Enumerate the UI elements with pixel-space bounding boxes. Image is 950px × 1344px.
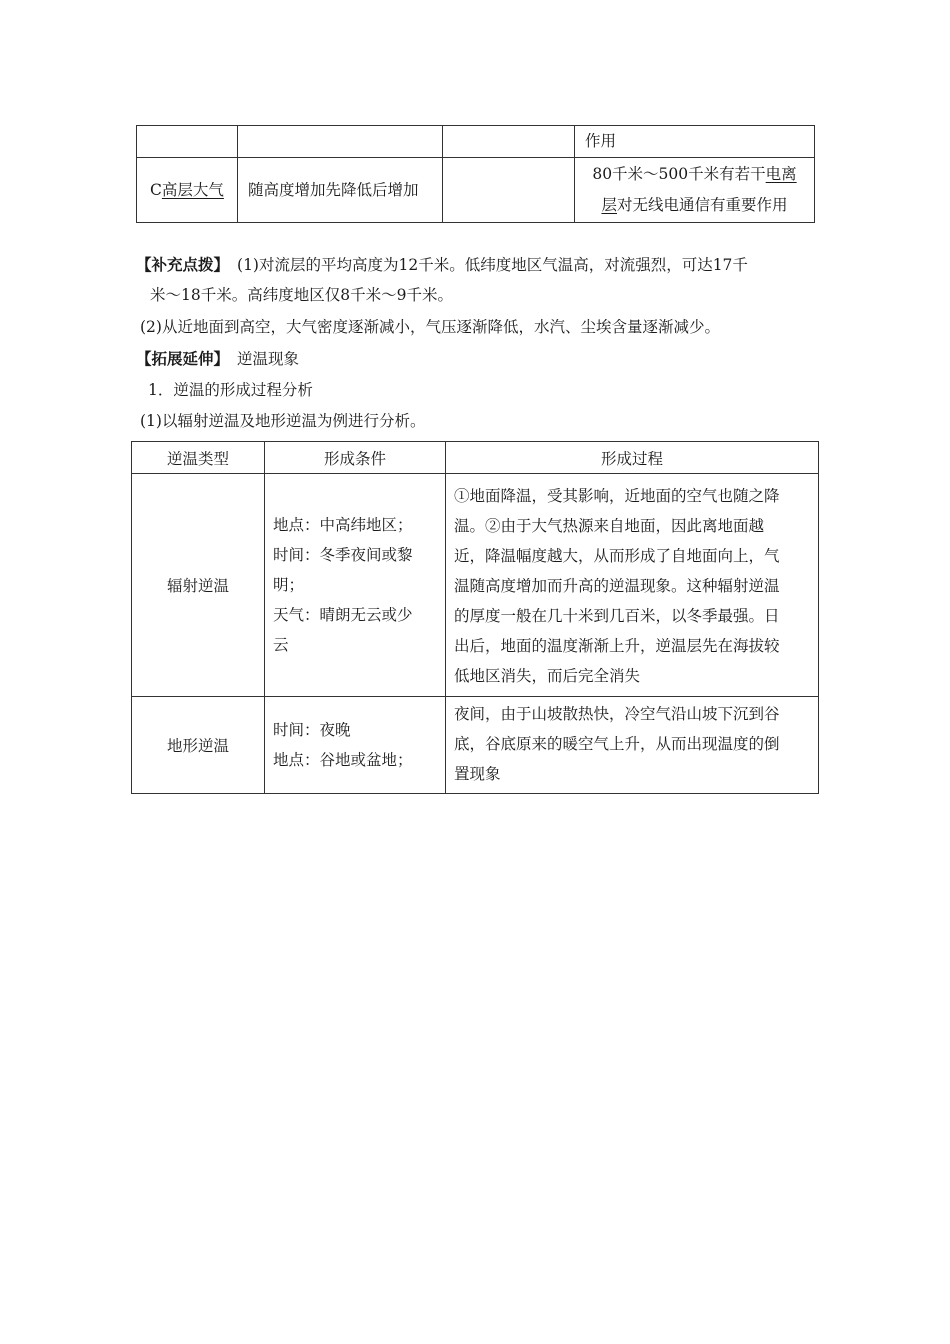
- inversion-type-cell: 辐射逆温: [132, 474, 265, 697]
- table-cell: [238, 126, 443, 158]
- condition-line: 明；: [273, 576, 305, 594]
- feature-cell: [575, 158, 815, 223]
- extension-title: 逆温现象: [237, 350, 300, 368]
- table-cell: [137, 126, 238, 158]
- process-line: 低地区消失，而后完全消失: [454, 667, 641, 685]
- table-cell: [443, 158, 575, 223]
- layer-name-cell: [137, 158, 238, 223]
- temperature-change-text: 随高度增加先降低后增加: [248, 180, 419, 199]
- supplement-text: (1)对流层的平均高度为12千米。低纬度地区气温高，对流强烈，可达17千: [237, 256, 748, 274]
- column-header: 逆温类型: [132, 442, 265, 474]
- feature-text: 对无线电通信有重要作用: [617, 196, 788, 214]
- section-item: 1．逆温的形成过程分析: [148, 381, 313, 399]
- table-cell: [443, 126, 575, 158]
- condition-line: 地点：谷地或盆地；: [273, 751, 413, 769]
- column-header: 形成条件: [265, 442, 446, 474]
- condition-line: 时间：夜晚: [273, 721, 351, 739]
- feature-text: 80千米～500千米有若干: [592, 165, 766, 183]
- cell-text: 作用: [585, 132, 617, 150]
- process-cell: [446, 697, 819, 794]
- extension-label: 【拓展延伸】: [136, 349, 230, 368]
- temperature-change-cell: [238, 158, 443, 223]
- process-line: 近，降温幅度越大，从而形成了自地面向上，气: [454, 547, 780, 565]
- process-line: ①地面降温，受其影响，近地面的空气也随之降: [454, 487, 780, 505]
- supplement-line-1: [136, 249, 748, 281]
- layer-letter: C: [150, 180, 162, 199]
- table-header-row: [132, 442, 819, 474]
- table-row: [137, 158, 815, 223]
- process-line: 出后，地面的温度渐渐上升，逆温层先在海拔较: [454, 637, 780, 655]
- column-header: 形成过程: [446, 442, 819, 474]
- extension-heading: [136, 343, 299, 375]
- table-row: [132, 697, 819, 794]
- process-line: 底，谷底原来的暖空气上升，从而出现温度的倒: [454, 735, 780, 753]
- conditions-cell: [265, 697, 446, 794]
- section-subitem: (1)以辐射逆温及地形逆温为例进行分析。: [140, 412, 426, 430]
- process-line: 的厚度一般在几十米到几百米，以冬季最强。日: [454, 607, 780, 625]
- process-cell: [446, 474, 819, 697]
- inversion-type-cell: 地形逆温: [132, 697, 265, 794]
- ionosphere-term: 层: [601, 196, 617, 214]
- process-line: 夜间，由于山坡散热快，冷空气沿山坡下沉到谷: [454, 705, 780, 723]
- table-cell: [575, 126, 815, 158]
- inversion-table: [131, 441, 819, 794]
- supplement-line-3: (2)从近地面到高空，大气密度逐渐减小，气压逐渐降低，水汽、尘埃含量逐渐减少。: [140, 318, 720, 336]
- supplement-line-2: 米～18千米。高纬度地区仅8千米～9千米。: [150, 286, 453, 304]
- atmosphere-layer-table: [136, 125, 815, 223]
- table-row: [137, 126, 815, 158]
- process-line: 温。②由于大气热源来自地面，因此离地面越: [454, 517, 765, 535]
- process-line: 置现象: [454, 765, 501, 783]
- layer-name: 高层大气: [161, 180, 224, 199]
- condition-line: 时间：冬季夜间或黎: [273, 546, 413, 564]
- ionosphere-term: 电离: [765, 165, 797, 183]
- supplement-label: 【补充点拨】: [136, 255, 230, 274]
- condition-line: 天气：晴朗无云或少: [273, 606, 413, 624]
- process-line: 温随高度增加而升高的逆温现象。这种辐射逆温: [454, 577, 780, 595]
- condition-line: 云: [273, 636, 289, 654]
- table-row: [132, 474, 819, 697]
- conditions-cell: [265, 474, 446, 697]
- condition-line: 地点：中高纬地区；: [273, 516, 413, 534]
